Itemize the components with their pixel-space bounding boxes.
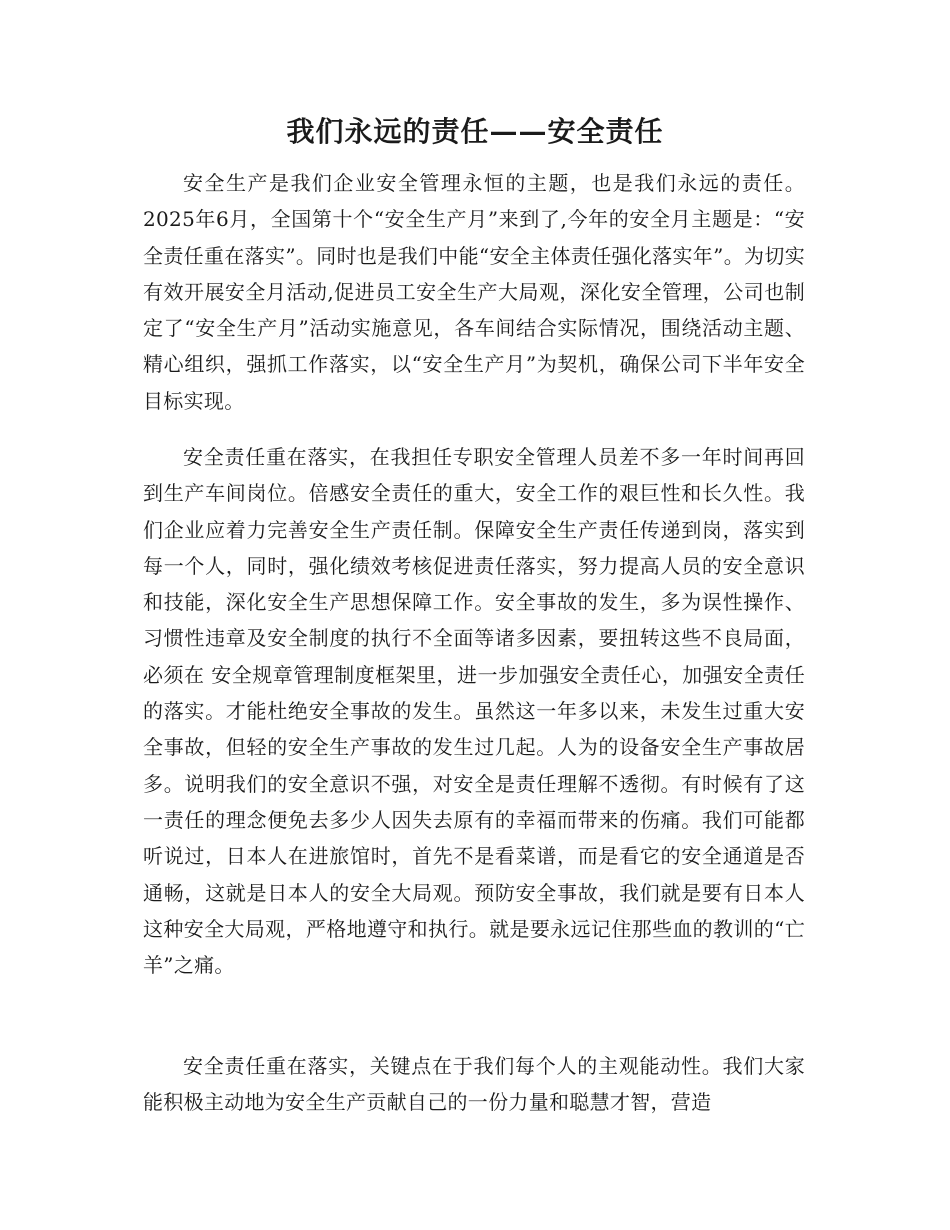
- body-paragraph-1: 安全生产是我们企业安全管理永恒的主题，也是我们永远的责任。2025年6月，全国第十个“安全生产月”来到了,今年的安全月主题是：“安全责任重在落实”。同时也是我们中能“安全主体责任强化落实年”。为切实有效开展安全月活动,促进员工安全生产大局观，深化安全管理，公司也制定了“安全生产月”活动实施意见，各车间结合实际情况，围绕活动主题、精心组织，强抓工作落实，以“安全生产月”为契机，确保公司下半年安全目标实现。: [143, 171, 805, 413]
- body-paragraph-2: 安全责任重在落实，在我担任专职安全管理人员差不多一年时间再回到生产车间岗位。倍感安全责任的重大，安全工作的艰巨性和长久性。我们企业应着力完善安全生产责任制。保障安全生产责任传递到岗，落实到每一个人，同时，强化绩效考核促进责任落实，努力提高人员的安全意识和技能，深化安全生产思想保障工作。安全事故的发生，多为误性操作、习惯性违章及安全制度的执行不全面等诸多因素，要扭转这些不良局面，必须在 安全规章管理制度框架里，进一步加强安全责任心，加强安全责任的落实。才能杜绝安全事故的发生。虽然这一年多以来，未发生过重大安全事故，但轻的安全生产事故的发生过几起。人为的设备安全生产事故居多。说明我们的安全意识不强，对安全是责任理解不透彻。有时候有了这一责任的理念便免去多少人因失去原有的幸福而带来的伤痛。我们可能都听说过，日本人在进旅馆时，首先不是看菜谱，而是看它的安全通道是否通畅，这就是日本人的安全大局观。预防安全事故，我们就是要有日本人这种安全大局观，严格地遵守和执行。就是要永远记住那些血的教训的“亡羊”之痛。: [143, 445, 805, 978]
- document-title: 我们永远的责任——安全责任: [286, 115, 664, 148]
- body-paragraph-3: 安全责任重在落实，关键点在于我们每个人的主观能动性。我们大家能积极主动地为安全生产贡献自己的一份力量和聪慧才智，营造: [143, 1054, 805, 1115]
